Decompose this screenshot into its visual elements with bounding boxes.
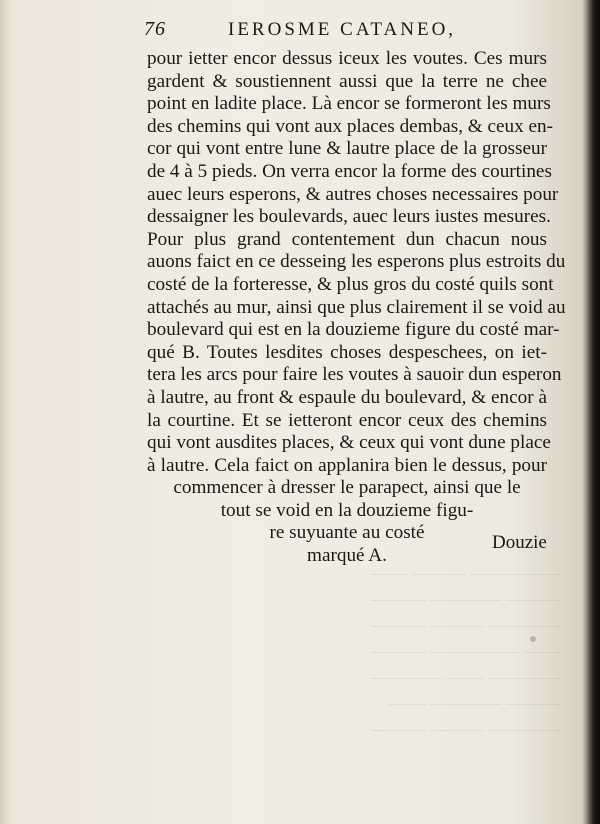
text-line: Pour plus grand contentement dun chacun nous [147,228,547,250]
text-line: à lautre. Cela faict on applanira bien le dessus, pour [147,454,547,476]
text-line: à lautre, au front & espaule du boulevard, & encor à [147,386,547,408]
text-line: cor qui vont entre lune & lautre place de la grosseur [147,138,547,160]
text-line: qui vont ausdites places, & ceux qui vont dune place [147,432,551,454]
text-line: re suyuante au costé [269,522,425,544]
text-line: la courtine. Et se ietteront encor ceux des chemins [147,409,547,431]
ink-spot [438,508,441,511]
show-through-text: ————— ——— —— ——— ———— ——— ———— ——— ——— —— ————— ——— ———— —— ———— ——— ———— —— ———— ——— ——— [371,563,560,739]
text-line: commencer à dresser le parapect, ainsi que le [173,477,521,499]
text-line: qué B. Toutes lesdites choses despeschees, on iet- [147,341,547,363]
catchword: Douzie [492,532,547,553]
text-line: pour ietter encor dessus iceux les voutes. Ces murs [147,48,547,69]
text-line: boulevard qui est en la douzieme figure du costé mar- [147,319,560,341]
page-number: 76 [144,18,166,40]
text-line: auec leurs esperons, & autres choses necessaires pour [147,183,559,205]
page-header [0,18,600,42]
body-text [147,48,566,568]
text-line: costé de la forteresse, & plus gros du costé quils sont [147,273,554,295]
page-edge-shadow [586,0,600,824]
text-line: gardent & soustiennent aussi que la terre ne chee [147,70,547,92]
text-line: dessaigner les boulevards, auec leurs iustes mesures. [147,206,551,228]
text-line: de 4 à 5 pieds. On verra encor la forme des courtines [147,160,552,182]
ink-spot [530,636,536,642]
text-line: point en ladite place. Là encor se formeront les murs [147,93,551,115]
text-line: auons faict en ce desseing les esperons plus estroits du [147,251,566,273]
running-head: IEROSME CATANEO, [228,19,457,40]
text-line: tera les arcs pour faire les voutes à sauoir dun esperon [147,364,562,386]
text-line: attachés au mur, ainsi que plus clairement il se void au [147,296,566,318]
text-line: tout se void en la douzieme figu- [220,499,474,521]
text-line: des chemins qui vont aux places dembas, & ceux en- [147,115,554,137]
text-line: marqué A. [307,545,387,567]
